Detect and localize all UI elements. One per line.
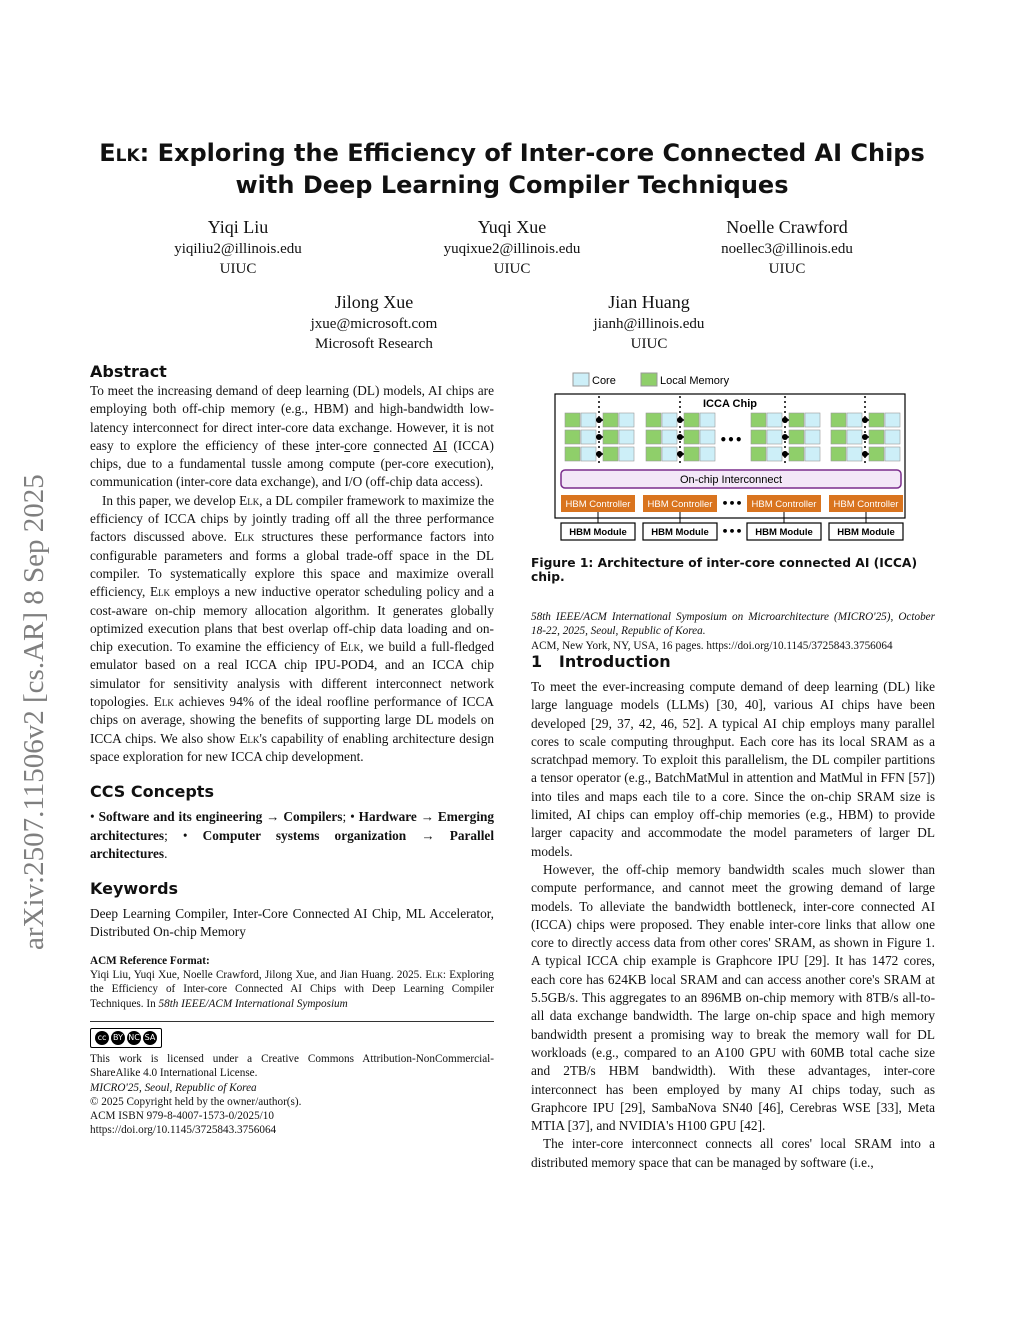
interconnect-label: On-chip Interconnect	[679, 474, 783, 486]
core-cell	[847, 413, 862, 427]
local-memory-cell	[603, 430, 618, 444]
creative-commons-icon: cc BY NC SA	[90, 1028, 162, 1048]
core-cell	[847, 430, 862, 444]
hbm-module-label: HBM Module	[569, 527, 627, 538]
ccs-heading: CCS Concepts	[90, 782, 214, 802]
local-memory-cell	[646, 413, 661, 427]
hbm-controller-label: HBM Controller	[751, 499, 817, 510]
core-cell	[885, 413, 900, 427]
core-cell	[885, 447, 900, 461]
hbm-controller-label: HBM Controller	[565, 499, 631, 510]
local-memory-cell	[831, 447, 846, 461]
core-cell	[662, 413, 677, 427]
core-cell	[662, 430, 677, 444]
core-cell	[581, 447, 596, 461]
local-memory-cell	[789, 447, 804, 461]
local-memory-cell	[603, 413, 618, 427]
icca-chip-label: ICCA Chip	[703, 398, 757, 410]
abstract-heading: Abstract	[90, 362, 167, 381]
core-cell	[619, 430, 634, 444]
core-cell	[581, 413, 596, 427]
local-memory-cell	[646, 447, 661, 461]
legend-memory-swatch	[641, 373, 657, 386]
local-memory-cell	[565, 447, 580, 461]
core-cell	[767, 413, 782, 427]
local-memory-cell	[646, 430, 661, 444]
intro-paragraph: The inter-core interconnect connects all cores' local SRAM into a distributed memory space that can be managed by software (i.e.,	[531, 1136, 935, 1170]
core-cell	[847, 447, 862, 461]
local-memory-cell	[869, 447, 884, 461]
local-memory-cell	[684, 430, 699, 444]
core-cell	[619, 447, 634, 461]
local-memory-cell	[869, 413, 884, 427]
local-memory-cell	[565, 413, 580, 427]
core-cell	[619, 413, 634, 427]
legend-memory-label: Local Memory	[660, 375, 730, 387]
author-block: Jian Huang jianh@illinois.edu UIUC	[593, 292, 705, 352]
acm-reference-continued: 58th IEEE/ACM International Symposium on Microarchitecture (MICRO'25), October 18-22, 2025, Seoul, Republic of Korea. ACM, New York, NY, USA, 16 pages. https://doi.org/10.1145/3725843.3756064	[531, 611, 935, 652]
local-memory-cell	[869, 430, 884, 444]
icca-architecture-diagram	[531, 366, 935, 556]
hbm-module-label: HBM Module	[651, 527, 709, 538]
core-cell	[805, 447, 820, 461]
introduction-heading: 1 Introduction	[531, 652, 671, 671]
core-cell	[581, 430, 596, 444]
legend-core-swatch	[573, 373, 589, 386]
legend-core-label: Core	[592, 375, 616, 387]
hbm-module-label: HBM Module	[837, 527, 895, 538]
author-block: Yiqi Liu yiqiliu2@illinois.edu UIUC	[174, 217, 302, 277]
author-block: Yuqi Xue yuqixue2@illinois.edu UIUC	[443, 217, 581, 277]
ellipsis-controllers: •••	[721, 497, 743, 510]
core-cell	[700, 413, 715, 427]
left-column	[90, 362, 494, 1138]
local-memory-cell	[789, 413, 804, 427]
author-block: Noelle Crawford noellec3@illinois.edu UIUC	[721, 217, 853, 277]
ccs-concepts: • Software and its engineering → Compilers; • Hardware → Emerging architectures; • Computer systems organization → Parallel architectures.	[90, 809, 495, 861]
core-cell	[805, 430, 820, 444]
hbm-module-label: HBM Module	[755, 527, 813, 538]
author-block: Jilong Xue jxue@microsoft.com Microsoft Research	[310, 292, 438, 352]
ellipsis-modules: •••	[721, 525, 743, 538]
core-cell	[885, 430, 900, 444]
local-memory-cell	[751, 413, 766, 427]
core-cell	[805, 413, 820, 427]
core-cell	[700, 447, 715, 461]
local-memory-cell	[751, 430, 766, 444]
core-cell	[662, 447, 677, 461]
local-memory-cell	[603, 447, 618, 461]
arxiv-identifier: arXiv:2507.11506v2 [cs.AR] 8 Sep 2025	[18, 474, 50, 950]
figure-1	[531, 366, 935, 556]
local-memory-cell	[684, 413, 699, 427]
local-memory-cell	[831, 430, 846, 444]
local-memory-cell	[684, 447, 699, 461]
local-memory-cell	[751, 447, 766, 461]
acm-reference: ACM Reference Format: Yiqi Liu, Yuqi Xue, Noelle Crawford, Jilong Xue, and Jian Huang. 2025. Elk: Exploring the Efficiency of Inter-core Connected AI Chips with Deep Learning Compiler Techniques. In 58th IEEE/ACM International Symposium	[90, 954, 494, 1010]
figure-caption: Figure 1: Architecture of inter-core connected AI (ICCA) chip.	[531, 556, 918, 584]
local-memory-cell	[831, 413, 846, 427]
introduction-section	[531, 652, 935, 1172]
local-memory-cell	[789, 430, 804, 444]
core-cell	[767, 430, 782, 444]
keywords-heading: Keywords	[90, 879, 179, 899]
hbm-controller-label: HBM Controller	[647, 499, 713, 510]
core-cell	[700, 430, 715, 444]
local-memory-cell	[565, 430, 580, 444]
system-name: Elk	[99, 139, 140, 167]
hbm-controller-label: HBM Controller	[833, 499, 899, 510]
intro-paragraph: However, the off-chip memory bandwidth scales much slower than compute performance, and cannot meet the growing demand of large models. To alleviate the bandwidth bottleneck, inter-core connected AI (ICCA) chips were proposed. They enable inter-core links that allow one core to directly access data from other cores' SRAM, as shown in Figure 1. A typical ICCA chip example is Graphcore IPU [29]. It has 1472 cores, each core has 624KB local SRAM and can access another core's SRAM at 5.5GB/s. This aggregates to an 896MB on-chip memory with 8TB/s all-to-all data exchange bandwidth. The large on-chip space and high memory bandwidth present a promising way to break the memory wall for DL workloads (e.g., compared to an A100 GPU with 60MB total cache size and 2TB/s HBM bandwidth). With these advantages, inter-core interconnect has been employed by many AI chips today, such as Graphcore IPU [29], SambaNova SN40 [46], Cerebras WSE [33], Meta MTIA [37], and NVIDIA's H100 GPU [42].	[531, 861, 935, 1134]
keywords-text: Deep Learning Compiler, Inter-Core Connected AI Chip, ML Accelerator, Distributed On-chip Memory	[90, 906, 494, 940]
intro-paragraph: To meet the ever-increasing compute demand of deep learning (DL) like large language models (LLMs) [30, 40], various AI chips have been developed [29, 37, 42, 46, 52]. A typical AI chip employs many parallel cores to scale computing throughput. Each core has its local SRAM as a scratchpad memory. To exploit this parallelism, the DL compiler partitions a tensor operator (e.g., BatchMatMul in attention and MatMul in FFN [57]) into tiles and maps each tile to a core. Since the on-chip SRAM size is limited, AI chips can employ off-chip memories (e.g., HBM) to provide larger capacity and accommodate the model parameters of larger DL models.	[531, 679, 935, 859]
ellipsis-cores: •••	[719, 433, 743, 447]
abstract-paragraph: In this paper, we develop Elk, a DL compiler framework to maximize the efficiency of ICCA chips by jointly trading off all the three performance factors discussed above. Elk structures these performance factors into configurable parameters and forms a global trade-off space in the DL compiler. To systematically explore this space and maximize overall efficiency, Elk employs a new inductive operator scheduling policy and a cost-aware on-chip memory allocation algorithm. It generates globally optimized execution plans that best overlap off-chip data loading and on-chip execution. To examine the efficiency of Elk, we build a full-fledged emulator based on a real ICCA chip IPU-POD4, and an ICCA chip simulator for sensitivity analysis with different interconnect network topologies. Elk achieves 94% of the ideal roofline performance of ICCA chips on average, showing the benefits of supporting large DL models on ICCA chips. We also show Elk's capability of enabling architecture design space exploration for new ICCA chip development.	[90, 492, 494, 764]
paper-title: Elk: Exploring the Efficiency of Inter-core Connected AI Chips with Deep Learning Compiler Techniques	[99, 139, 925, 199]
abstract-paragraph: To meet the increasing demand of deep learning (DL) models, AI chips are employing both off-chip memory (e.g., HBM) and high-bandwidth low-latency interconnect for direct inter-core data exchange. However, it is not easy to explore the efficiency of these inter-core connected AI (ICCA) chips, due to a fundamental tussle among compute (per-core execution), communication (inter-core data exchange), and I/O (off-chip data access).	[90, 383, 494, 490]
license-block: cc BY NC SA This work is licensed under a Creative Commons Attribution-NonCommercial-ShareAlike 4.0 International License. MICRO'25, Seoul, Republic of Korea © 2025 Copyright held by the owner/author(s). ACM ISBN 979-8-4007-1573-0/2025/10 https://doi.org/10.1145/3725843.3756064	[90, 1028, 494, 1138]
core-cell	[767, 447, 782, 461]
